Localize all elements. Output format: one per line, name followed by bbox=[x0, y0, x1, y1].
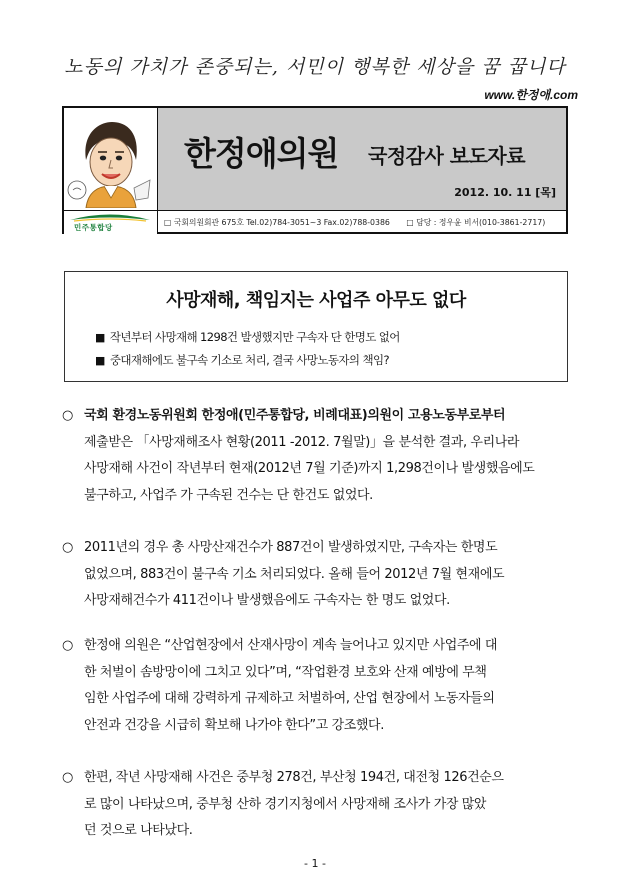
square-bullet-icon: ■ bbox=[95, 331, 105, 344]
paragraph-line: 사망재해건수가 411건이나 발생했음에도 구속자는 한 명도 없었다. bbox=[84, 593, 450, 608]
paragraph bbox=[84, 403, 570, 509]
release-date: 2012. 10. 11 [목] bbox=[454, 186, 556, 199]
lawmaker-name: 한정애의원 bbox=[184, 134, 339, 173]
page-number: - 1 - bbox=[304, 857, 326, 870]
headline: 사망재해, 책임지는 사업주 아무도 없다 bbox=[166, 290, 466, 311]
party-logo bbox=[64, 210, 158, 234]
paragraph-line: 던 것으로 나타났다. bbox=[84, 823, 193, 838]
square-bullet-icon: ■ bbox=[95, 354, 105, 367]
summary-box bbox=[64, 271, 568, 382]
website-link[interactable]: www.한정애.com bbox=[484, 88, 578, 102]
paragraph-line: 안전과 건강을 시급히 확보해 나가야 한다”고 강조했다. bbox=[84, 717, 384, 733]
lawmaker-caricature bbox=[64, 108, 158, 210]
paragraph bbox=[84, 765, 570, 845]
bullet-text: 중대재해에도 불구속 기소로 처리, 결국 사망노동자의 책임? bbox=[109, 353, 389, 367]
title-area bbox=[158, 108, 566, 210]
paragraph-line: 한정애 의원은 “산업현장에서 산재사망이 계속 늘어나고 있지만 사업주에 대 bbox=[84, 638, 498, 653]
summary-bullet bbox=[95, 352, 389, 368]
summary-bullet bbox=[95, 329, 400, 345]
contact-person: □ 담당 : 정우윤 비서(010-3861-2717) bbox=[406, 218, 546, 227]
paragraph-line: 한편, 작년 사망재해 사건은 중부청 278건, 부산청 194건, 대전청 126건순으 bbox=[84, 770, 504, 785]
document-type: 국정감사 보도자료 bbox=[368, 144, 526, 168]
paragraph-marker: ○ bbox=[62, 770, 74, 785]
paragraph-marker: ○ bbox=[62, 408, 74, 423]
paragraph-line: 로 많이 나타났으며, 중부청 산하 경기지청에서 사망재해 조사가 가장 많았 bbox=[84, 796, 487, 812]
party-name: 민주통합당 bbox=[74, 223, 113, 232]
press-release-header bbox=[62, 106, 568, 234]
paragraph-marker: ○ bbox=[62, 638, 74, 653]
paragraph-line: 없었으며, 883건이 불구속 기소 처리되었다. 올해 들어 2012년 7월 현재에도 bbox=[84, 566, 505, 582]
paragraph-line: 2011년의 경우 총 사망산재건수가 887건이 발생하였지만, 구속자는 한명도 bbox=[84, 540, 498, 555]
paragraph-line: 제출받은 「사망재해조사 현황(2011 -2012. 7월말)」을 분석한 결과, 우리나라 bbox=[84, 434, 520, 450]
paragraph-line: 국회 환경노동위원회 한정애(민주통합당, 비례대표)의원이 고용노동부로부터 bbox=[84, 408, 506, 423]
paragraph-line: 임한 사업주에 대해 강력하게 규제하고 처벌하여, 산업 현장에서 노동자들의 bbox=[84, 691, 495, 706]
contact-info bbox=[158, 210, 566, 234]
paragraph-marker: ○ bbox=[62, 540, 74, 555]
contact-address: □ 국회의원회관 675호 Tel.02)784-3051~3 Fax.02)788-0386 bbox=[164, 218, 390, 227]
paragraph-line: 한 처벌이 솜방망이에 그치고 있다”며, “작업환경 보호와 산재 예방에 무책 bbox=[84, 664, 487, 680]
paragraph bbox=[84, 633, 570, 739]
paragraph-line: 사망재해 사건이 작년부터 현재(2012년 7월 기준)까지 1,298건이나 발생했음에도 bbox=[84, 461, 535, 476]
slogan: 노동의 가치가 존중되는, 서민이 행복한 세상을 꿈 꿉니다 bbox=[64, 56, 566, 78]
paragraph-line: 불구하고, 사업주 가 구속된 건수는 단 한건도 없었다. bbox=[84, 487, 373, 503]
caricature-icon bbox=[64, 108, 156, 208]
bullet-text: 작년부터 사망재해 1298건 발생했지만 구속자 단 한명도 없어 bbox=[109, 330, 400, 344]
paragraph bbox=[84, 535, 570, 615]
